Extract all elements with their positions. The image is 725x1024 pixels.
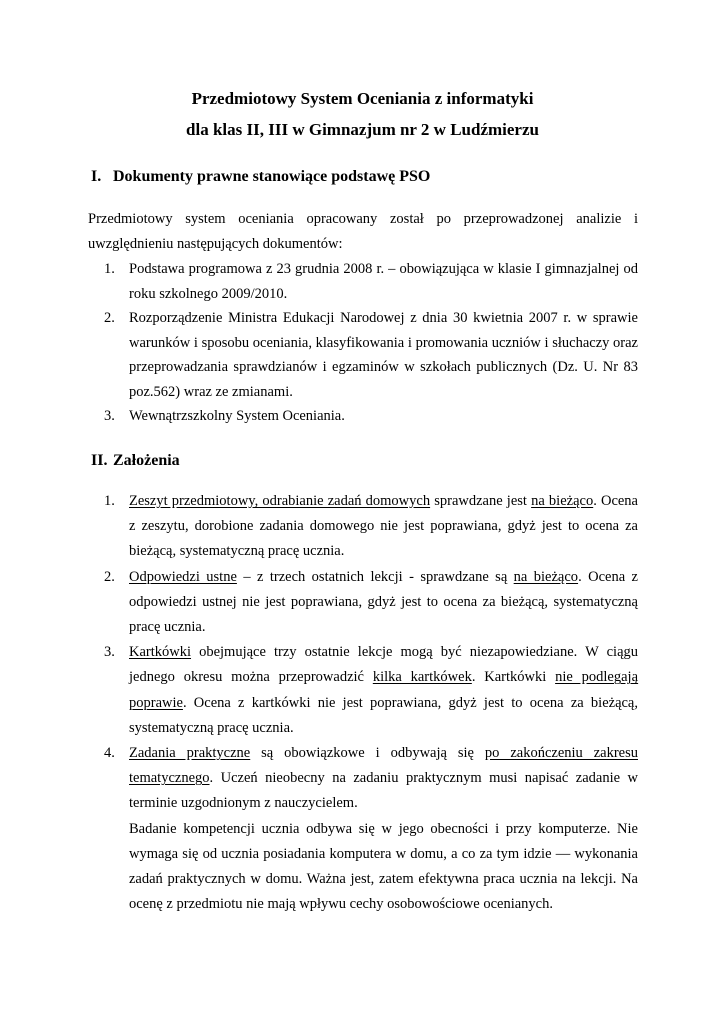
list-item [104,257,638,306]
list-item-number: 2. [104,310,115,326]
section-2-number: II. [91,452,108,469]
list-item-text: Kartkówki obejmujące trzy ostatnie lekcje mogą być niezapowiedziane. W ciągu jednego okresu można przeprowadzić kilka kartkówek. Kartkówki nie podlegają poprawie. Ocena z kartkówki nie jest poprawiana, gdyż jest to ocena za bieżącą, systematyczną pracę ucznia. [129,644,639,736]
list-item [104,565,638,641]
list-item [104,489,638,565]
underlined-term: na bieżąco [531,493,594,509]
section-2-heading [91,453,180,469]
list-item [104,640,638,741]
list-item-number: 1. [104,261,115,277]
list-item-number: 1. [104,493,115,509]
list-item-text: Zeszyt przedmiotowy, odrabianie zadań domowych sprawdzane jest na bieżąco. Ocena z zeszytu, dorobione zadania domowego nie jest poprawiana, gdyż jest to ocena za bieżącą, systematyczną pracę ucznia. [129,493,638,560]
underlined-term: Zadania praktyczne [129,745,251,762]
underlined-term: kilka kartkówek [372,669,472,686]
list-item-text: Rozporządzenie Ministra Edukacji Narodowej z dnia 30 kwietnia 2007 r. w sprawie warunków i sposobu oceniania, klasyfikowania i promowania uczniów i słuchaczy oraz przeprowadzania sprawdzianów i egzaminów w szkołach publicznych (Dz. U. Nr 83 poz.562) wraz ze zmianami. [129,310,638,400]
underlined-term: Kartkówki [129,644,192,661]
list-item-number: 2. [104,568,115,585]
underlined-term: na bieżąco [513,568,579,585]
list-item-text: Podstawa programowa z 23 grudnia 2008 r. – obowiązująca w klasie I gimnazjalnej od roku szkolnego 2009/2010. [129,261,638,302]
list-item-text: Zadania praktyczne są obowiązkowe i odbywają się po zakończeniu zakresu tematycznego. Uczeń nieobecny na zadaniu praktycznym musi napisać zadanie w terminie uzgodnionym z nauczycielem. [129,745,638,812]
list-item-paragraph: Badanie kompetencji ucznia odbywa się w jego obecności i przy komputerze. Nie wymaga się od ucznia posiadania komputera w domu, a co za tym idzie — wykonania zadań praktycznych w domu. Ważna jest, zatem efektywna praca ucznia na lekcji. Na ocenę z przedmiotu nie mają wpływu cechy osobowościowe ocenianych. [129,820,638,913]
underlined-term: Zeszyt przedmiotowy, odrabianie zadań domowych [129,493,431,509]
section-1-title: Dokumenty prawne stanowiące podstawę PSO [113,168,431,185]
list-item-text: Odpowiedzi ustne – z trzech ostatnich lekcji - sprawdzane są na bieżąco. Ocena z odpowiedzi ustnej nie jest poprawiana, gdyż jest to ocena za bieżącą, systematyczną pracę ucznia. [129,568,638,636]
list-item-number: 3. [104,644,115,661]
document-title-line-1: Przedmiotowy System Oceniania z informatyki [191,89,534,108]
list-item-number: 3. [104,408,115,424]
section-2-list [104,489,638,917]
list-item [104,306,638,404]
document-title-line-2: dla klas II, III w Gimnazjum nr 2 w Ludźmierzu [186,120,539,139]
underlined-term: Odpowiedzi ustne [129,568,237,585]
list-item [104,404,638,429]
list-item-text: Wewnątrzszkolny System Oceniania. [129,408,345,424]
section-2-title: Założenia [113,452,180,469]
section-1-list [104,257,638,429]
underlined-term: po zakończeniu zakresu tematycznego [129,745,638,787]
list-item [104,741,638,917]
section-1-heading [91,169,430,185]
list-item-number: 4. [104,745,115,762]
underlined-term: nie podlegają poprawie [129,669,639,711]
section-1-intro: Przedmiotowy system oceniania opracowany został po przeprowadzonej analizie i uwzględnieniu następujących dokumentów: [88,211,638,252]
section-1-number: I. [91,168,102,185]
